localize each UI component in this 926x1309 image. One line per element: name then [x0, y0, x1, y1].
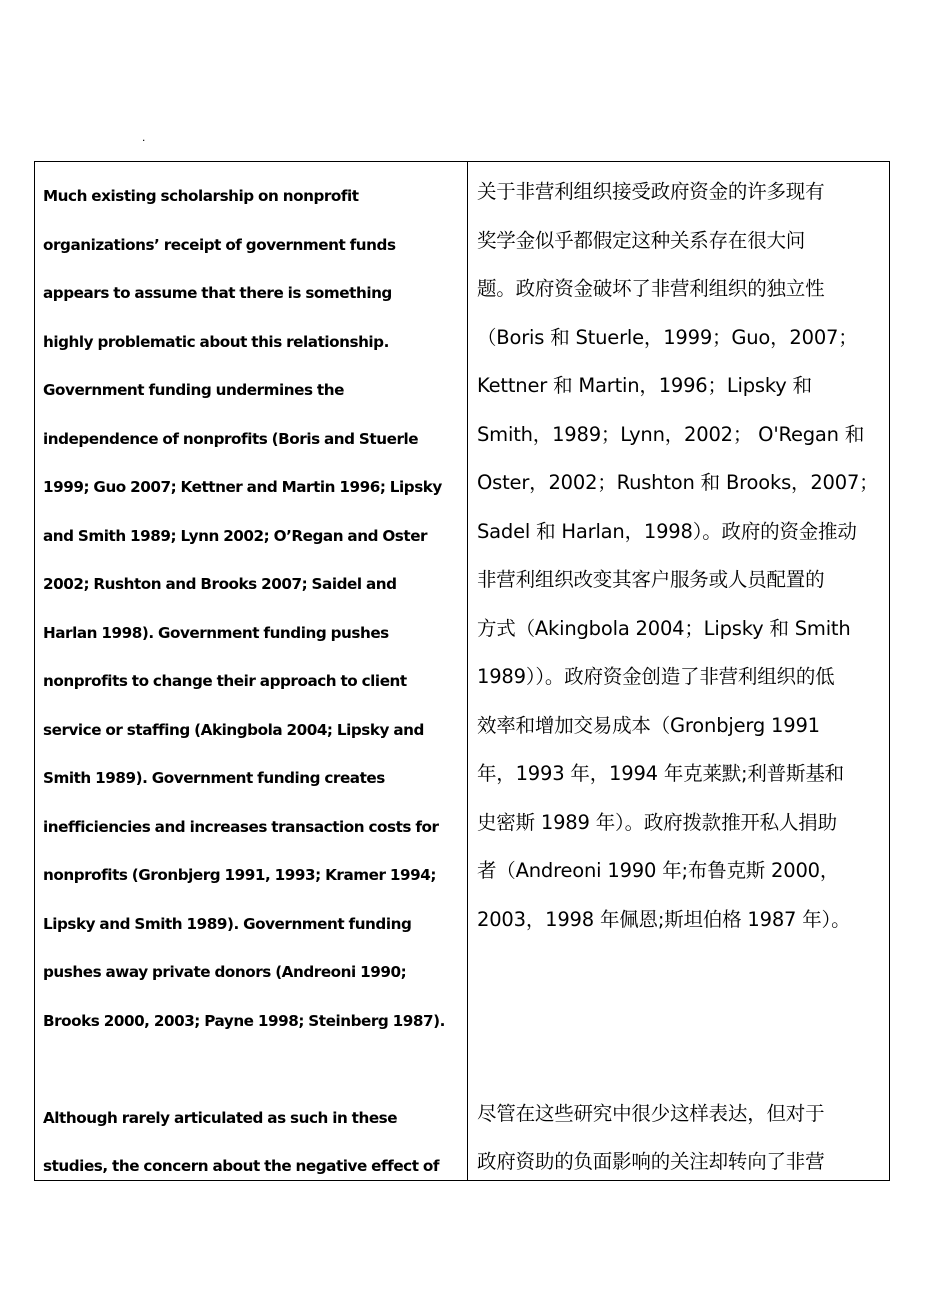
text-line: Sadel 和 Harlan，1998）。政府的资金推动 — [477, 519, 857, 543]
text-line: pushes away private donors (Andreoni 1990; — [43, 963, 407, 981]
chinese-paragraph-1 — [477, 168, 881, 944]
text-line: nonprofits (Gronbjerg 1991, 1993; Kramer 1994; — [43, 866, 436, 884]
text-line: 2003，1998 年佩恩;斯坦伯格 1987 年）。 — [477, 907, 851, 931]
text-line: 者（Andreoni 1990 年;布鲁克斯 2000， — [477, 859, 840, 882]
chinese-column — [468, 162, 889, 1180]
text-line: Government funding undermines the — [43, 381, 344, 399]
text-line: independence of nonprofits (Boris and Stuerle — [43, 429, 419, 448]
text-line: Harlan 1998). Government funding pushes — [43, 623, 389, 642]
text-line: 题。政府资金破坏了非营利组织的独立性 — [477, 277, 825, 300]
text-line: nonprofits to change their approach to client — [43, 672, 407, 690]
text-line: studies, the concern about the negative effect of — [43, 1157, 440, 1175]
text-line: 非营利组织改变其客户服务或人员配置的 — [477, 568, 825, 591]
text-line: 关于非营利组织接受政府资金的许多现有 — [477, 180, 825, 203]
text-line: Kettner 和 Martin，1996；Lipsky 和 — [477, 374, 812, 397]
text-line: inefficiencies and increases transaction costs for — [43, 817, 439, 836]
text-line: 1999; Guo 2007; Kettner and Martin 1996; Lipsky — [43, 478, 442, 496]
text-line: 效率和增加交易成本（Gronbjerg 1991 — [477, 713, 820, 737]
english-paragraph-1 — [43, 172, 461, 1045]
text-line: appears to assume that there is something — [43, 284, 392, 302]
english-column — [35, 162, 468, 1180]
bilingual-table — [34, 161, 890, 1181]
text-line: and Smith 1989; Lynn 2002; O’Regan and Oster — [43, 526, 428, 545]
text-line: organizations’ receipt of government funds — [43, 235, 396, 254]
text-line: 2002; Rushton and Brooks 2007; Saidel and — [43, 575, 397, 593]
text-line: 政府资助的负面影响的关注却转向了非营 — [477, 1150, 825, 1173]
text-line: Lipsky and Smith 1989). Government funding — [43, 914, 412, 933]
text-line: 尽管在这些研究中很少这样表达，但对于 — [477, 1101, 825, 1125]
text-line: 年，1993 年，1994 年克莱默;利普斯基和 — [477, 762, 844, 785]
text-line: Brooks 2000, 2003; Payne 1998; Steinberg 1987). — [43, 1011, 445, 1030]
paragraph-gap — [43, 1045, 461, 1094]
text-line: Much existing scholarship on nonprofit — [43, 187, 359, 205]
chinese-paragraph-2 — [477, 1090, 881, 1181]
english-paragraph-2 — [43, 1094, 461, 1181]
text-line: Although rarely articulated as such in these — [43, 1108, 398, 1127]
text-line: Smith，1989；Lynn，2002； O'Regan 和 — [477, 422, 865, 446]
text-line: 奖学金似乎都假定这种关系存在很大问 — [477, 228, 806, 252]
page-marker: . — [142, 130, 146, 144]
text-line: Smith 1989). Government funding creates — [43, 769, 385, 787]
text-line: 方式（Akingbola 2004；Lipsky 和 Smith — [477, 616, 851, 640]
text-line: 史密斯 1989 年）。政府拨款推开私人捐助 — [477, 810, 837, 834]
text-line: 1989））。政府资金创造了非营利组织的低 — [477, 665, 835, 688]
text-line: highly problematic about this relationship. — [43, 332, 389, 351]
paragraph-gap — [477, 944, 881, 1090]
text-line: Oster，2002；Rushton 和 Brooks，2007； — [477, 471, 879, 494]
text-line: （Boris 和 Stuerle，1999；Guo，2007； — [477, 325, 858, 349]
text-line: service or staffing (Akingbola 2004; Lipsky and — [43, 720, 424, 739]
